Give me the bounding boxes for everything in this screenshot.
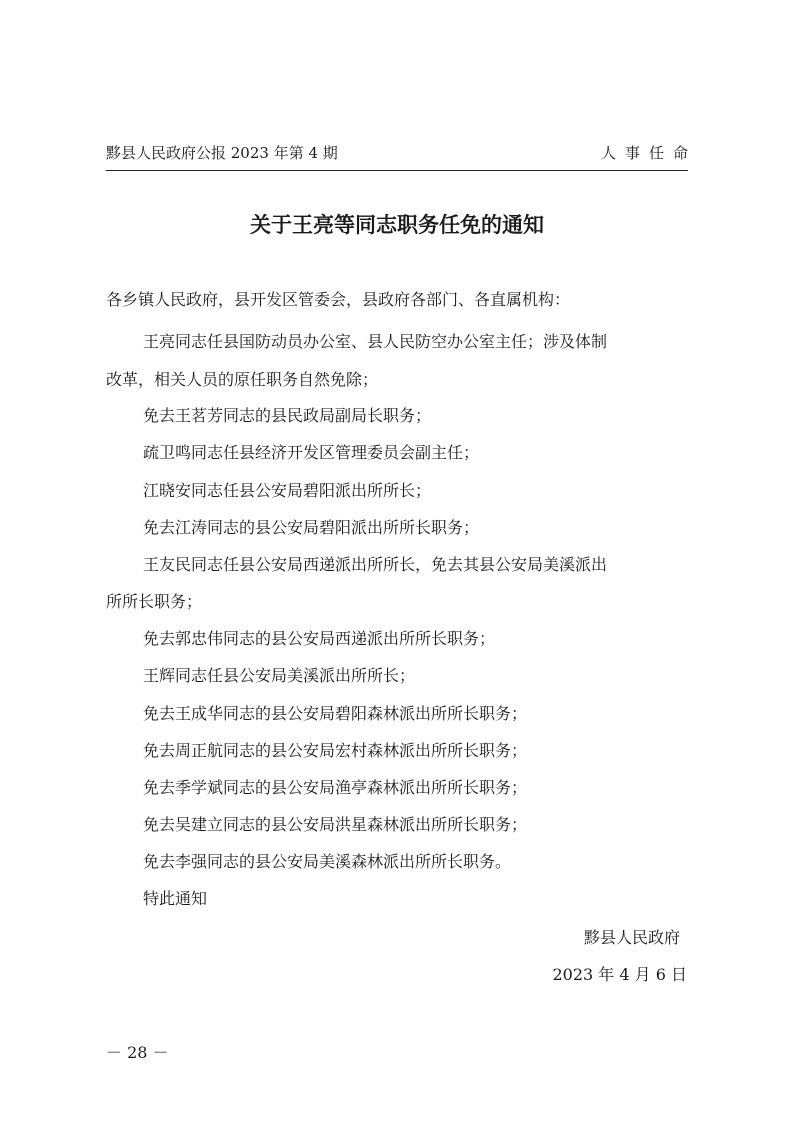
document-title: 关于王亮等同志职务任免的通知	[250, 212, 544, 237]
publication-title: 黟县人民政府公报 2023 年第 4 期	[106, 144, 338, 162]
item-line-5: 江晓安同志任县公安局碧阳派出所所长；	[143, 481, 432, 500]
issue-date: 2023 年 4 月 6 日	[552, 965, 687, 984]
item-line-2: 改革，相关人员的原任职务自然免除；	[106, 370, 379, 389]
item-line-1: 王亮同志任县国防动员办公室、县人民防空办公室主任；涉及体制	[143, 332, 608, 351]
item-line-13: 免去季学斌同志的县公安局渔亭森林派出所所长职务；	[143, 778, 528, 797]
item-line-3: 免去王茗芳同志的县民政局副局长职务；	[143, 406, 432, 425]
item-line-8: 所所长职务；	[106, 592, 203, 611]
header-rule	[106, 170, 688, 171]
page-number: － 28 －	[106, 1043, 169, 1062]
item-line-7: 王友民同志任县公安局西递派出所所长，免去其县公安局美溪派出	[143, 555, 608, 574]
item-line-4: 疏卫鸣同志任县经济开发区管理委员会副主任；	[143, 443, 480, 462]
item-line-15: 免去李强同志的县公安局美溪森林派出所所长职务。	[143, 852, 512, 871]
item-line-12: 免去周正航同志的县公安局宏村森林派出所所长职务；	[143, 741, 528, 760]
item-line-9: 免去郭忠伟同志的县公安局西递派出所所长职务；	[143, 629, 496, 648]
item-line-14: 免去吴建立同志的县公安局洪星森林派出所所长职务；	[143, 815, 528, 834]
item-line-11: 免去王成华同志的县公安局碧阳森林派出所所长职务；	[143, 704, 528, 723]
section-title: 人事任命	[600, 144, 697, 162]
closing-line: 特此通知	[143, 889, 208, 908]
issuer: 黟县人民政府	[583, 928, 680, 947]
salutation: 各乡镇人民政府，县开发区管委会，县政府各部门、各直属机构：	[106, 290, 571, 309]
item-line-10: 王辉同志任县公安局美溪派出所所长；	[143, 666, 416, 685]
item-line-6: 免去江涛同志的县公安局碧阳派出所所长职务；	[143, 518, 480, 537]
running-header	[106, 142, 697, 164]
